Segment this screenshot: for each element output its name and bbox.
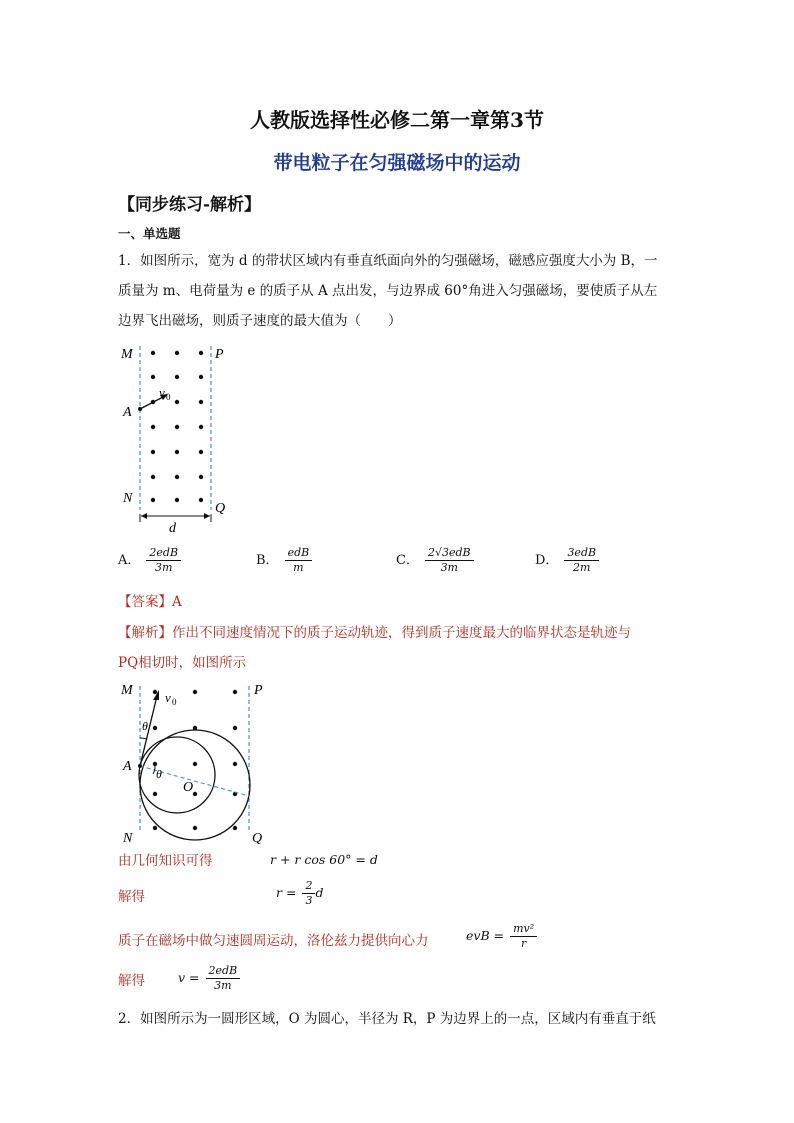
field-dot (151, 425, 155, 429)
field-dot (151, 351, 155, 355)
field-dot (199, 450, 203, 454)
q1-line-2: 质量为 m、电荷量为 e 的质子从 A 点出发，与边界成 60°角进入匀强磁场，要使质子从左 (118, 283, 658, 299)
field-dot (193, 690, 197, 694)
option-b[interactable]: B． $\frac{\text{edB}}{m}$ (256, 546, 312, 575)
label-P: P (215, 347, 224, 362)
option-c[interactable]: C． $\frac{\text{2√3edB}}{3m}$ (396, 546, 474, 575)
field-dot (153, 792, 157, 796)
question-1-text (118, 246, 678, 336)
field-dot (193, 792, 197, 796)
field-dot (175, 450, 179, 454)
q1-figure (115, 340, 245, 535)
field-dot (175, 498, 179, 502)
option-d[interactable]: D． $\frac{\text{3edB}}{2m}$ (535, 546, 599, 575)
field-dot (193, 826, 197, 830)
step-4-text: 解得 (118, 973, 145, 989)
label-N: N (123, 831, 133, 846)
field-dot (199, 375, 203, 379)
field-dot (153, 762, 157, 766)
field-dot (151, 450, 155, 454)
step-3-equation: evB = $\frac{\text{mv²}}{r}$ (466, 922, 537, 951)
part-heading: 一、单选题 (118, 226, 181, 241)
label-M: M (121, 683, 133, 698)
step-2-text: 解得 (118, 889, 145, 905)
field-dot (175, 425, 179, 429)
field-dot (199, 475, 203, 479)
field-dot (199, 351, 203, 355)
field-dot (153, 690, 157, 694)
q1-line-3: 边界飞出磁场，则质子速度的最大值为（ ） (118, 313, 402, 329)
analysis-line-2: PQ相切时，如图所示 (118, 655, 247, 671)
label-theta: θ (142, 719, 148, 733)
field-dot (233, 690, 237, 694)
label-v: v (159, 385, 165, 400)
field-dot (175, 375, 179, 379)
field-dot (175, 351, 179, 355)
label-N: N (123, 491, 133, 506)
step-1-text: 由几何知识可得 (118, 853, 213, 869)
field-dot (151, 475, 155, 479)
label-P: P (254, 683, 263, 698)
field-dot (175, 400, 179, 404)
step-2-equation: r = $\frac{2}{3}$ d (276, 879, 324, 907)
step-3-text: 质子在磁场中做匀速圆周运动，洛伦兹力提供向心力 (118, 933, 429, 949)
question-2-line-1: 2．如图所示为一圆形区域，O 为圆心，半径为 R，P 为边界上的一点，区域内有垂直于纸 (118, 1011, 656, 1027)
label-d: d (169, 521, 176, 535)
step-4-equation: v = $\frac{\text{2edB}}{3m}$ (178, 964, 240, 993)
field-dot (153, 726, 157, 730)
field-dot (153, 826, 157, 830)
label-A: A (123, 759, 132, 774)
label-v: v (165, 690, 171, 705)
field-dot (151, 498, 155, 502)
analysis-line-1: 【解析】作出不同速度情况下的质子运动轨迹，得到质子速度最大的临界状态是轨迹与 (118, 625, 631, 641)
label-M: M (121, 347, 133, 362)
label-A: A (123, 405, 132, 420)
page-title: 人教版选择性必修二第一章第3节 (250, 108, 544, 132)
label-O: O (183, 780, 194, 795)
field-dot (199, 400, 203, 404)
field-dot (233, 726, 237, 730)
field-dot (193, 762, 197, 766)
page-subtitle: 带电粒子在匀强磁场中的运动 (273, 152, 521, 174)
label-theta-2: θ (156, 767, 162, 781)
field-dot (175, 475, 179, 479)
field-dot (151, 375, 155, 379)
field-dot (233, 826, 237, 830)
answer: 【答案】A (118, 594, 182, 610)
label-Q: Q (252, 831, 263, 846)
q1-analysis-figure (115, 678, 275, 848)
label-v-sub: 0 (166, 392, 171, 402)
section-heading: 【同步练习-解析】 (118, 195, 262, 215)
field-dot (233, 762, 237, 766)
q1-line-1: 1．如图所示，宽为 d 的带状区域内有垂直纸面向外的匀强磁场，磁感应强度大小为 B，一 (118, 253, 658, 269)
option-a[interactable]: A． $\frac{\text{2edB}}{3m}$ (118, 546, 181, 575)
label-Q: Q (215, 501, 226, 516)
label-v-sub: 0 (172, 697, 177, 707)
field-dot (199, 498, 203, 502)
field-dot (199, 425, 203, 429)
step-1-equation: r + r cos 60° = d (270, 852, 378, 867)
